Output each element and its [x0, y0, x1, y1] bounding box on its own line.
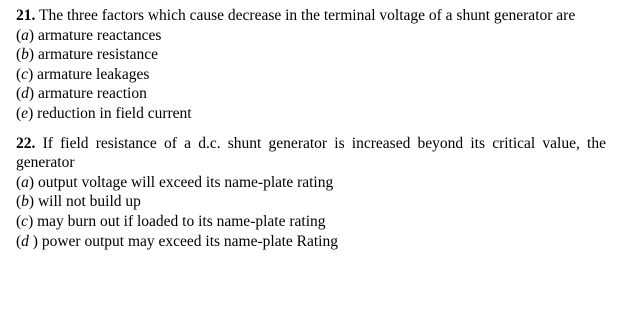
- option-text: armature reactances: [37, 26, 162, 44]
- option-b: (b) armature resistance: [16, 46, 159, 64]
- question-21: [16, 6, 606, 124]
- option-letter: d: [21, 232, 29, 250]
- question-stem: [16, 134, 606, 173]
- option-text: output voltage will exceed its name-plate rating: [37, 173, 334, 191]
- option-letter: e: [21, 104, 29, 122]
- option-a: (a) armature reactances: [16, 26, 162, 44]
- option-text: armature leakages: [37, 65, 150, 83]
- option-letter: b: [21, 46, 29, 64]
- option-letter: d: [21, 85, 29, 103]
- option-text: reduction in field current: [37, 104, 192, 122]
- option-b: (b) will not build up: [16, 193, 141, 211]
- document-page: [16, 6, 606, 251]
- option-text: armature resistance: [37, 46, 159, 64]
- question-stem: [16, 6, 606, 26]
- option-d: (d ) power output may exceed its name-plate Rating: [16, 232, 338, 250]
- option-letter: a: [21, 26, 29, 44]
- option-letter: b: [21, 193, 29, 211]
- option-c: (c) armature leakages: [16, 65, 150, 83]
- option-c: (c) may burn out if loaded to its name-plate rating: [16, 212, 326, 230]
- option-d: (d) armature reaction: [16, 85, 147, 103]
- option-letter: c: [21, 212, 29, 230]
- question-text: If field resistance of a d.c. shunt generator is increased beyond its critical value, the generator: [16, 134, 606, 172]
- question-22: [16, 134, 606, 252]
- option-text: will not build up: [37, 193, 141, 211]
- option-a: (a) output voltage will exceed its name-plate rating: [16, 173, 334, 191]
- option-letter: c: [21, 65, 29, 83]
- option-text: armature reaction: [37, 85, 147, 103]
- option-text: power output may exceed its name-plate Rating: [41, 232, 338, 250]
- option-e: (e) reduction in field current: [16, 104, 192, 122]
- question-text: The three factors which cause decrease in the terminal voltage of a shunt generator are: [38, 7, 576, 24]
- option-text: may burn out if loaded to its name-plate rating: [37, 212, 326, 230]
- question-number: 21.: [16, 7, 36, 24]
- option-letter: a: [21, 173, 29, 191]
- question-number: 22.: [16, 134, 36, 152]
